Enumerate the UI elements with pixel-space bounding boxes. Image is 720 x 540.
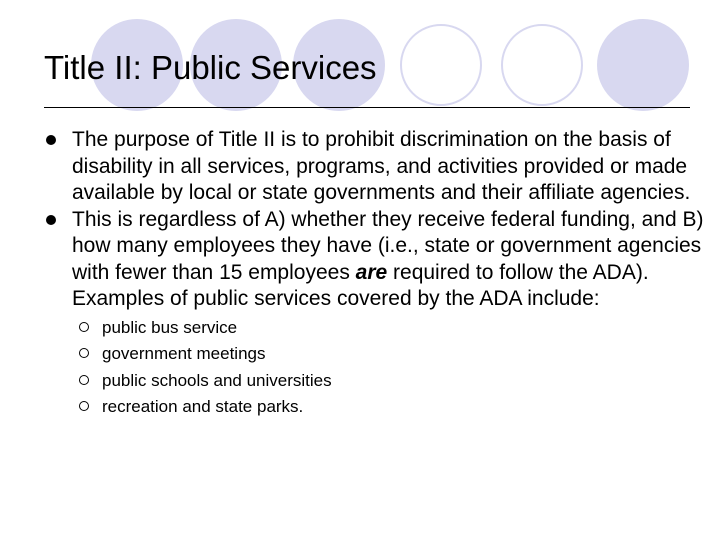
hollow-circle-icon — [79, 375, 89, 385]
sub-bullet-list — [46, 315, 716, 421]
title-divider — [44, 107, 690, 108]
decor-circle — [597, 19, 689, 111]
sub-bullet-text: public schools and universities — [102, 370, 332, 390]
hollow-circle-icon — [79, 348, 89, 358]
bullet-text: This is regardless of A) whether they receive federal funding, and B) how many employees they have (i.e., state or government agencies with fewer than 15 employees are required to follow the ADA). Examples of public services covered by the ADA include: — [72, 207, 704, 310]
emphasis-text: are — [355, 260, 388, 284]
decor-circle — [401, 25, 481, 105]
decor-circle — [502, 25, 582, 105]
sub-bullet-text: public bus service — [102, 317, 238, 337]
sub-bullet-item — [46, 315, 716, 342]
bullet-item — [46, 127, 716, 207]
hollow-circle-icon — [79, 401, 89, 411]
sub-bullet-item — [46, 394, 716, 421]
bullet-dot-icon — [46, 135, 56, 145]
bullet-text: The purpose of Title II is to prohibit discrimination on the basis of disability in all services, programs, and activities provided or made available by local or state governments and their affiliate agencies. — [72, 128, 691, 204]
bullet-list — [46, 127, 716, 421]
sub-bullet-text: recreation and state parks. — [102, 397, 304, 416]
hollow-circle-icon — [79, 322, 89, 332]
sub-bullet-text: government meetings — [102, 344, 266, 363]
slide-title: Title II: Public Services — [44, 49, 377, 86]
sub-bullet-item — [46, 341, 716, 368]
sub-bullet-item — [46, 368, 716, 395]
bullet-item — [46, 207, 716, 313]
bullet-dot-icon — [46, 215, 56, 225]
